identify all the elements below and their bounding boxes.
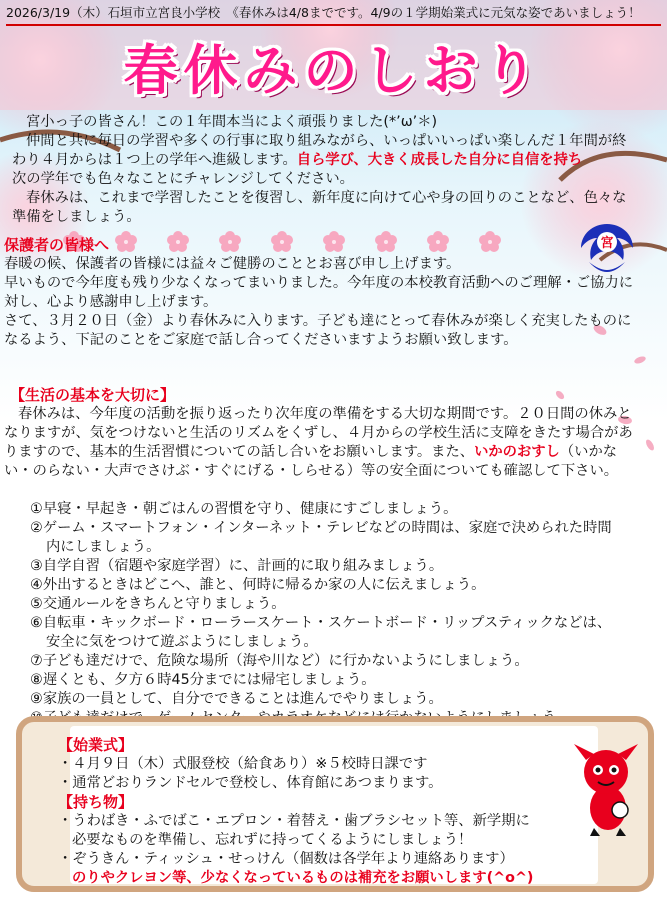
belongings-line: ・ぞうきん・ティッシュ・せっけん（個数は各学年より連絡あります）: [58, 851, 514, 867]
rule-item: ⑦子ども達だけで、危険な場所（海や川など）に行かないようにしましょう。: [30, 653, 529, 669]
rule-item: ③自学自習（宿題や家庭学習）に、計画的に取り組みましょう。: [30, 558, 444, 574]
rules-list: [30, 500, 660, 728]
rule-item-continued: 安全に気をつけて遊ぶようにしましょう。: [46, 634, 318, 650]
parents-heading: 保護者の皆様へ: [4, 236, 110, 254]
belongings-line: 必要なものを準備し、忘れずに持ってくるようにしましょう！: [72, 832, 473, 848]
header-divider: [6, 24, 661, 26]
rule-item: ⑨家族の一員として、自分でできることは進んでやりましょう。: [30, 691, 443, 707]
page-title: 春休みのしおり: [123, 39, 544, 102]
intro-line: 仲間と共に毎日の学習や多くの行事に取り組みながら、いっぱいいっぱい楽しんだ１年間が終: [26, 133, 627, 149]
parents-line: 対し、心より感謝申し上げます。: [4, 294, 218, 310]
mascot-character-icon: [570, 738, 644, 838]
rule-item: ⑥自転車・キックボード・ローラースケート・スケートボード・リップスティックなどは、: [30, 615, 612, 631]
intro-line: 春休みは、これまで学習したことを復習し、新年度に向けて心や身の回りのことなど、色々な: [26, 190, 627, 206]
parents-line: さて、３月２０日（金）より春休みに入ります。子ども達にとって春休みが楽しく充実したものに: [4, 313, 632, 329]
life-heading: 【生活の基本を大切に】: [10, 386, 176, 404]
daily-life-section: [4, 386, 660, 481]
belongings-line: ・うわばき・ふでばこ・エプロン・着替え・歯ブラシセット等、新学期に: [58, 813, 530, 829]
belongings-heading: 【持ち物】: [58, 793, 134, 811]
parents-line: なるよう、下記のことをご家庭で話し合ってくださいますようお願い致します。: [4, 332, 518, 348]
intro-line: 準備をしましょう。: [12, 209, 141, 225]
ikanoosushi-highlight: いかのおすし: [474, 444, 560, 460]
rule-item: ④外出するときはどこへ、誰と、何時に帰るか家の人に伝えましょう。: [30, 577, 486, 593]
belongings-note: のりやクレヨン等、少なくなっているものは補充をお願いします(^o^): [72, 870, 534, 886]
intro-line: [12, 151, 652, 170]
rule-item: ②ゲーム・スマートフォン・インターネット・テレビなどの時間は、家庭で決められた時間: [30, 520, 612, 536]
intro-line: 次の学年でも色々なことにチャレンジしてください。: [12, 171, 354, 187]
rule-item: ⑤交通ルールをきちんと守りましょう。: [30, 596, 286, 612]
ceremony-heading: 【始業式】: [58, 736, 134, 754]
life-line: 春休みは、今年度の活動を振り返ったり次年度の準備をする大切な期間です。２０日間の休みと: [18, 406, 632, 422]
life-line: なりますが、気をつけないと生活のリズムをくずし、４月からの学校生活に支障をきたす場合があ: [4, 425, 633, 441]
intro-line: 宮小っ子の皆さん！この１年間本当によく頑張りました(*’ω’＊): [26, 114, 438, 130]
ceremony-line: ・通常どおりランドセルで登校し、体育館にあつまります。: [58, 775, 443, 791]
life-line: い・のらない・大声でさけぶ・すぐにげる・しらせる）等の安全面についても確認して下さい。: [4, 463, 619, 479]
intro-highlight: 自ら学び、大きく成長した自分に自信を持ち: [296, 152, 583, 168]
rule-item-continued: 内にしましょう。: [46, 539, 161, 555]
rule-item: ①早寝・早起き・朝ごはんの習慣を守り、健康にすごしましょう。: [30, 501, 458, 517]
parents-section: [4, 236, 659, 350]
parents-line: 早いもので今年度も残り少なくなってまいりました。今年度の本校教育活動へのご理解・ご協力に: [4, 275, 634, 291]
ceremony-line: ・４月９日（木）式服登校（給食あり）※５校時日課です: [58, 756, 428, 772]
life-text: （いかな: [559, 444, 618, 460]
life-line: [4, 443, 660, 462]
notice-board-content: [58, 736, 578, 888]
emblem-label: 宮: [600, 236, 614, 251]
parents-line: 春暖の候、保護者の皆様には益々ご健勝のこととお喜び申し上げます。: [4, 256, 461, 272]
intro-text: わり４月からは１つ上の学年へ進級します。: [12, 152, 297, 168]
intro-section: [12, 113, 652, 227]
rule-item: ⑧遅くとも、夕方６時45分までには帰宅しましょう。: [30, 672, 376, 688]
life-text: りますので、基本的生活習慣についての話し合いをお願いします。また、: [4, 444, 475, 460]
header-date-school: 2026/3/19（木）石垣市立宮良小学校 《春休みは4/8までです。4/9の１学期始業式に元気な姿であいましょう！: [6, 5, 641, 20]
